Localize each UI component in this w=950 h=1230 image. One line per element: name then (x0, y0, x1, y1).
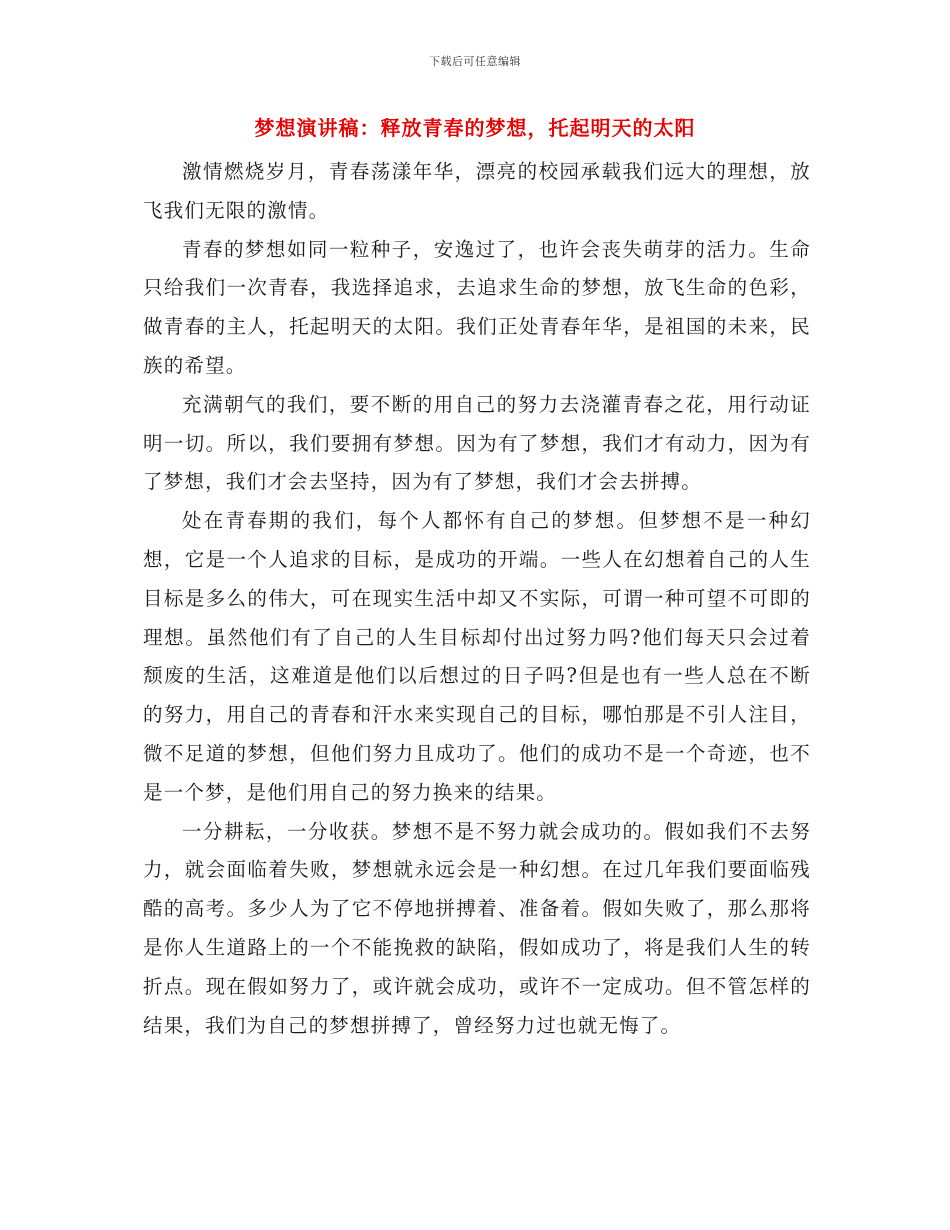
paragraph-1: 激情燃烧岁月，青春荡漾年华，漂亮的校园承载我们远大的理想，放飞我们无限的激情。 (143, 160, 811, 222)
paragraph-4: 处在青春期的我们，每个人都怀有自己的梦想。但梦想不是一种幻想，它是一个人追求的目标，是成功的开端。一些人在幻想着自己的人生目标是多么的伟大，可在现实生活中却又不实际，可谓一种可望不可即的理想。虽然他们有了自己的人生目标却付出过努力吗?他们每天只会过着颓废的生活，这难道是他们以后想过的日子吗?但是也有一些人总在不断的努力，用自己的青春和汗水来实现自己的目标，哪怕那是不引人注目，微不足道的梦想，但他们努力且成功了。他们的成功不是一个奇迹，也不是一个梦，是他们用自己的努力换来的结果。 (143, 509, 811, 804)
paragraph-5: 一分耕耘，一分收获。梦想不是不努力就会成功的。假如我们不去努力，就会面临着失败，梦想就永远会是一种幻想。在过几年我们要面临残酷的高考。多少人为了它不停地拼搏着、准备着。假如失败了，那么那将是你人生道路上的一个不能挽救的缺陷，假如成功了，将是我们人生的转折点。现在假如努力了，或许就会成功，或许不一定成功。但不管怎样的结果，我们为自己的梦想拼搏了，曾经努力过也就无悔了。 (143, 819, 811, 1037)
header-note: 下载后可任意编辑 (429, 55, 521, 68)
paragraph-2: 青春的梦想如同一粒种子，安逸过了，也许会丧失萌芽的活力。生命只给我们一次青春，我选择追求，去追求生命的梦想，放飞生命的色彩，做青春的主人，托起明天的太阳。我们正处青春年华，是祖国的未来，民族的希望。 (143, 237, 811, 377)
document-title: 梦想演讲稿：释放青春的梦想，托起明天的太阳 (254, 116, 696, 140)
document-body (143, 153, 811, 1045)
paragraph-3: 充满朝气的我们，要不断的用自己的努力去浇灌青春之花，用行动证明一切。所以，我们要拥有梦想。因为有了梦想，我们才有动力，因为有了梦想，我们才会去坚持，因为有了梦想，我们才会去拼搏。 (143, 392, 811, 494)
